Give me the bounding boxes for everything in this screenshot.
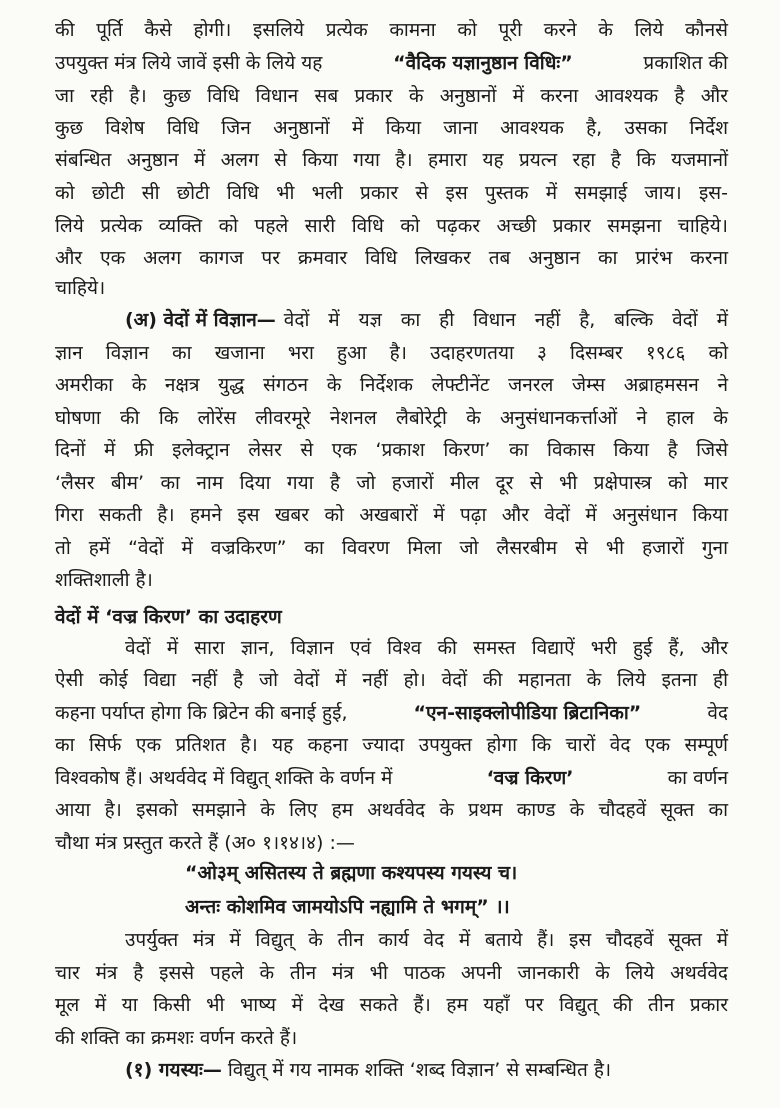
verse-line: “ओ३म् असितस्य ते ब्रह्मणा कश्यपस्य गयस्य च। xyxy=(185,862,518,884)
text-segment: उपयुक्त मंत्र लिये जावें इसी के लिये यह xyxy=(55,52,323,74)
text-line: अमरीका के नक्षत्र युद्ध संगठन के निर्देशक लेफ्टीनेंट जनरल जेम्स अब्राहमसन ने xyxy=(55,374,728,396)
text-line: संबन्धित अनुष्ठान में अलग से किया गया है। हमारा यह प्रयत्न रहा है कि यजमानों xyxy=(55,149,728,171)
text-line: घोषणा की कि लोरेंस लीवरमूरे नेशनल लैबोरेट्री के अनुसंधानकर्त्ताओं ने हाल के xyxy=(55,407,728,429)
text-line xyxy=(55,762,728,794)
text-segment: वेदों में यज्ञ का ही विधान नहीं है, बल्कि वेदों में xyxy=(283,309,728,331)
text-segment: विद्युत् में गय नामक शक्ति ‘शब्द विज्ञान’ से सम्बन्धित है। xyxy=(227,1059,612,1081)
text-segment: कहना पर्याप्त होगा कि ब्रिटेन की बनाई हुई, xyxy=(55,702,348,724)
text-segment: विश्वकोष हैं। अथर्ववेद में विद्युत् शक्ति के वर्णन में xyxy=(55,767,393,789)
text-line: ज्ञान विज्ञान का खजाना भरा हुआ है। उदाहरणतया ३ दिसम्बर १९८६ को xyxy=(55,342,728,364)
text-line: चाहिये। xyxy=(55,277,106,299)
encyclopedia-quote: “एन-साइक्लोपीडिया ब्रिटानिका” xyxy=(413,702,642,724)
text-line: दिनों में फ्री इलेक्ट्रान लेसर से एक ‘प्रकाश किरण’ का विकास किया है जिसे xyxy=(55,439,728,461)
text-line: जा रही है। कुछ विधि विधान सब प्रकार के अनुष्ठानों में करना आवश्यक है और xyxy=(55,85,728,107)
text-segment: वेद xyxy=(707,702,728,724)
text-line xyxy=(55,47,728,79)
text-line xyxy=(55,697,728,729)
text-line: शक्तिशाली है। xyxy=(55,569,153,591)
text-line: उपर्युक्त मंत्र में विद्युत् के तीन कार्य वेद में बताये हैं। इस चौदहवें सूक्त में xyxy=(125,929,728,951)
text-line: आया है। इसको समझाने के लिए हम अथर्ववेद के प्रथम काण्ड के चौदहवें सूक्त का xyxy=(55,799,728,821)
text-line: और एक अलग कागज पर क्रमवार विधि लिखकर तब अनुष्ठान का प्रारंभ करना xyxy=(55,247,728,269)
paragraph-gayasya xyxy=(125,1054,728,1086)
verse-line: अन्तः कोशमिव जामयोऽपि नह्यामि ते भगम्” ।। xyxy=(185,896,510,918)
text-line: गिरा सकती है। हमने इस खबर को अखबारों में पढ़ा और वेदों में अनुसंधान किया xyxy=(55,504,728,526)
text-line: चौथा मंत्र प्रस्तुत करते हैं (अ० १।१४।४) :— xyxy=(55,832,355,854)
text-line xyxy=(125,304,728,336)
section-heading: वेदों में ‘वज्र किरण’ का उदाहरण xyxy=(55,606,282,628)
section-label: (अ) वेदों में विज्ञान— xyxy=(125,309,276,331)
text-line: को छोटी सी छोटी विधि भी भली प्रकार से इस पुस्तक में समझाई जाय। इस- xyxy=(55,182,728,204)
text-line: वेदों में सारा ज्ञान, विज्ञान एवं विश्व की समस्त विद्याऐं भरी हुई हैं, और xyxy=(125,637,728,659)
text-line: कुछ विशेष विधि जिन अनुष्ठानों में किया जाना आवश्यक है, उसका निर्देश xyxy=(55,117,728,139)
text-segment: का वर्णन xyxy=(667,767,728,789)
text-line: की पूर्ति कैसे होगी। इसलिये प्रत्येक कामना को पूरी करने के लिये कौनसे xyxy=(55,19,728,41)
text-line: की शक्ति का क्रमशः वर्णन करते हैं। xyxy=(55,1027,298,1049)
text-segment: प्रकाशित की xyxy=(643,52,728,74)
text-line: तो हमें “वेदों में वज्रकिरण” का विवरण मिला जो लैसरबीम से भी हजारों गुना xyxy=(55,537,728,559)
text-line: चार मंत्र है इससे पहले के तीन मंत्र भी पाठक अपनी जानकारी के लिये अथर्ववेद xyxy=(55,962,728,984)
text-line: ‘लैसर बीम’ का नाम दिया गया है जो हजारों मील दूर से भी प्रक्षेपास्त्र को मार xyxy=(55,472,728,494)
book-title-quote: “वैदिक यज्ञानुष्ठान विधिः” xyxy=(393,52,573,74)
section-label: (१) गयस्यः— xyxy=(125,1059,222,1081)
text-line: ऐसी कोई विद्या नहीं है जो वेदों में नहीं हो। वेदों की महानता के लिये इतना ही xyxy=(55,669,728,691)
text-line: लिये प्रत्येक व्यक्ति को पहले सारी विधि को पढ़कर अच्छी प्रकार समझना चाहिये। xyxy=(55,215,728,237)
text-line: मूल में या किसी भी भाष्य में देख सकते हैं। हम यहाँ पर विद्युत् की तीन प्रकार xyxy=(55,994,728,1016)
vajra-kiran-term: ‘वज्र किरण’ xyxy=(486,767,574,789)
text-line: का सिर्फ एक प्रतिशत है। यह कहना ज्यादा उपयुक्त होगा कि चारों वेद एक सम्पूर्ण xyxy=(55,734,728,756)
